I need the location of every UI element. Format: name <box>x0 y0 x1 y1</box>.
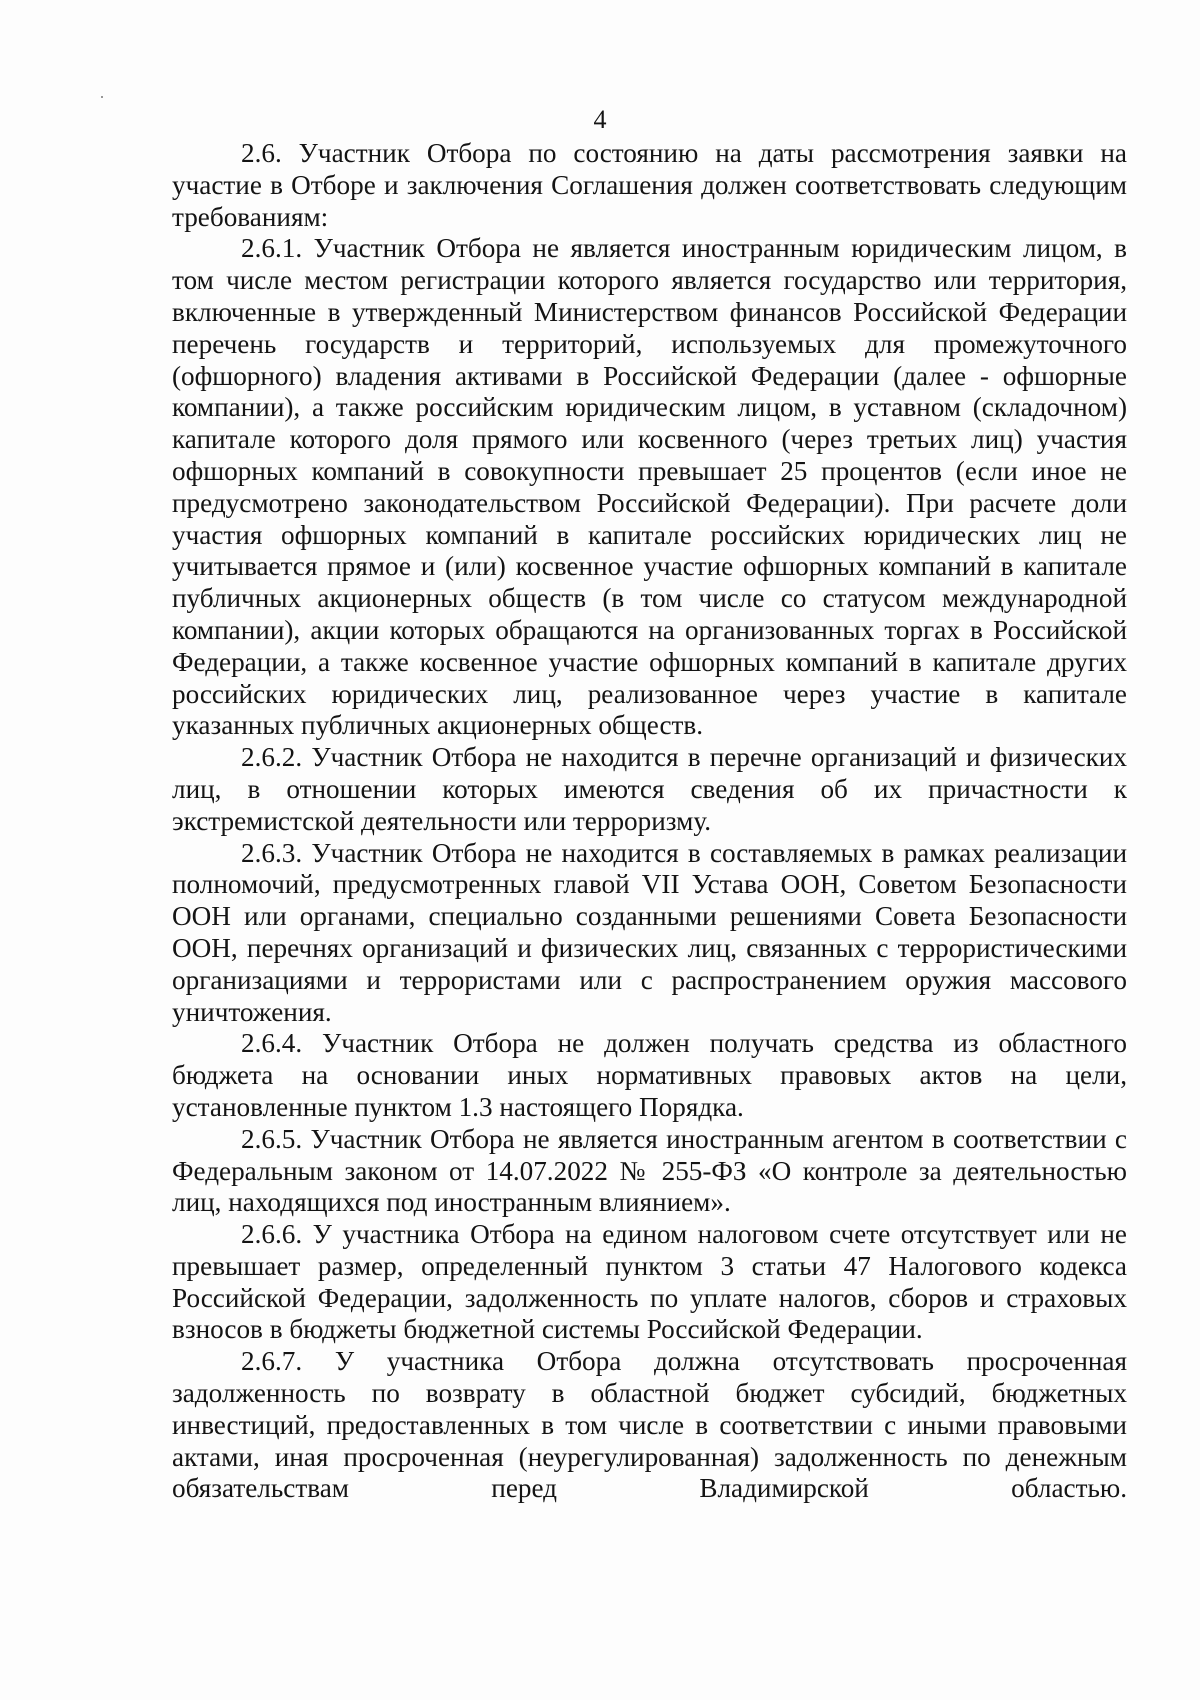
paragraph-2-6-3: 2.6.3. Участник Отбора не находится в составляемых в рамках реализации полномочий, предусмотренных главой VII Устава ООН, Советом Безопасности ООН или органами, специально созданными решениями Совета Безопасности ООН, перечнях организаций и физических лиц, связанных с террористическими организациями и террористами или с распространением оружия массового уничтожения. <box>172 837 1127 1027</box>
paragraph-2-6-1: 2.6.1. Участник Отбора не является иностранным юридическим лицом, в том числе местом регистрации которого является государство или территория, включенные в утвержденный Министерством финансов Российской Федерации перечень государств и территорий, используемых для промежуточного (офшорного) владения активами в Российской Федерации (далее - офшорные компании), а также российским юридическим лицом, в уставном (складочном) капитале которого доля прямого или косвенного (через третьих лиц) участия офшорных компаний в совокупности превышает 25 процентов (если иное не предусмотрено законодательством Российской Федерации). При расчете доли участия офшорных компаний в капитале российских юридических лиц не учитывается прямое и (или) косвенное участие офшорных компаний в капитале публичных акционерных обществ (в том числе со статусом международной компании), акции которых обращаются на организованных торгах в Российской Федерации, а также косвенное участие офшорных компаний в капитале других российских юридических лиц, реализованное через участие в капитале указанных публичных акционерных обществ. <box>172 233 1127 741</box>
scan-speck <box>101 96 103 98</box>
paragraph-2-6-7: 2.6.7. У участника Отбора должна отсутствовать просроченная задолженность по возврату в областной бюджет субсидий, бюджетных инвестиций, предоставленных в том числе в соответствии с иными правовыми актами, иная просроченная (неурегулированная) задолженность по денежным обязательствам перед Владимирской областью. <box>172 1346 1127 1504</box>
paragraph-2-6-6: 2.6.6. У участника Отбора на едином налоговом счете отсутствует или не превышает размер, определенный пунктом 3 статьи 47 Налогового кодекса Российской Федерации, задолженность по уплате налогов, сборов и страховых взносов в бюджеты бюджетной системы Российской Федерации. <box>172 1219 1127 1345</box>
document-body <box>172 138 1127 1505</box>
page-number: 4 <box>593 105 607 134</box>
paragraph-2-6: 2.6. Участник Отбора по состоянию на даты рассмотрения заявки на участие в Отборе и заключения Соглашения должен соответствовать следующим требованиям: <box>172 138 1127 232</box>
paragraph-2-6-5: 2.6.5. Участник Отбора не является иностранным агентом в соответствии с Федеральным законом от 14.07.2022 № 255-ФЗ «О контроле за деятельностью лиц, находящихся под иностранным влиянием». <box>172 1123 1127 1218</box>
paragraph-2-6-2: 2.6.2. Участник Отбора не находится в перечне организаций и физических лиц, в отношении которых имеются сведения об их причастности к экстремистской деятельности или терроризму. <box>172 742 1127 836</box>
paragraph-2-6-4: 2.6.4. Участник Отбора не должен получать средства из областного бюджета на основании иных нормативных правовых актов на цели, установленные пунктом 1.3 настоящего Порядка. <box>172 1028 1127 1122</box>
